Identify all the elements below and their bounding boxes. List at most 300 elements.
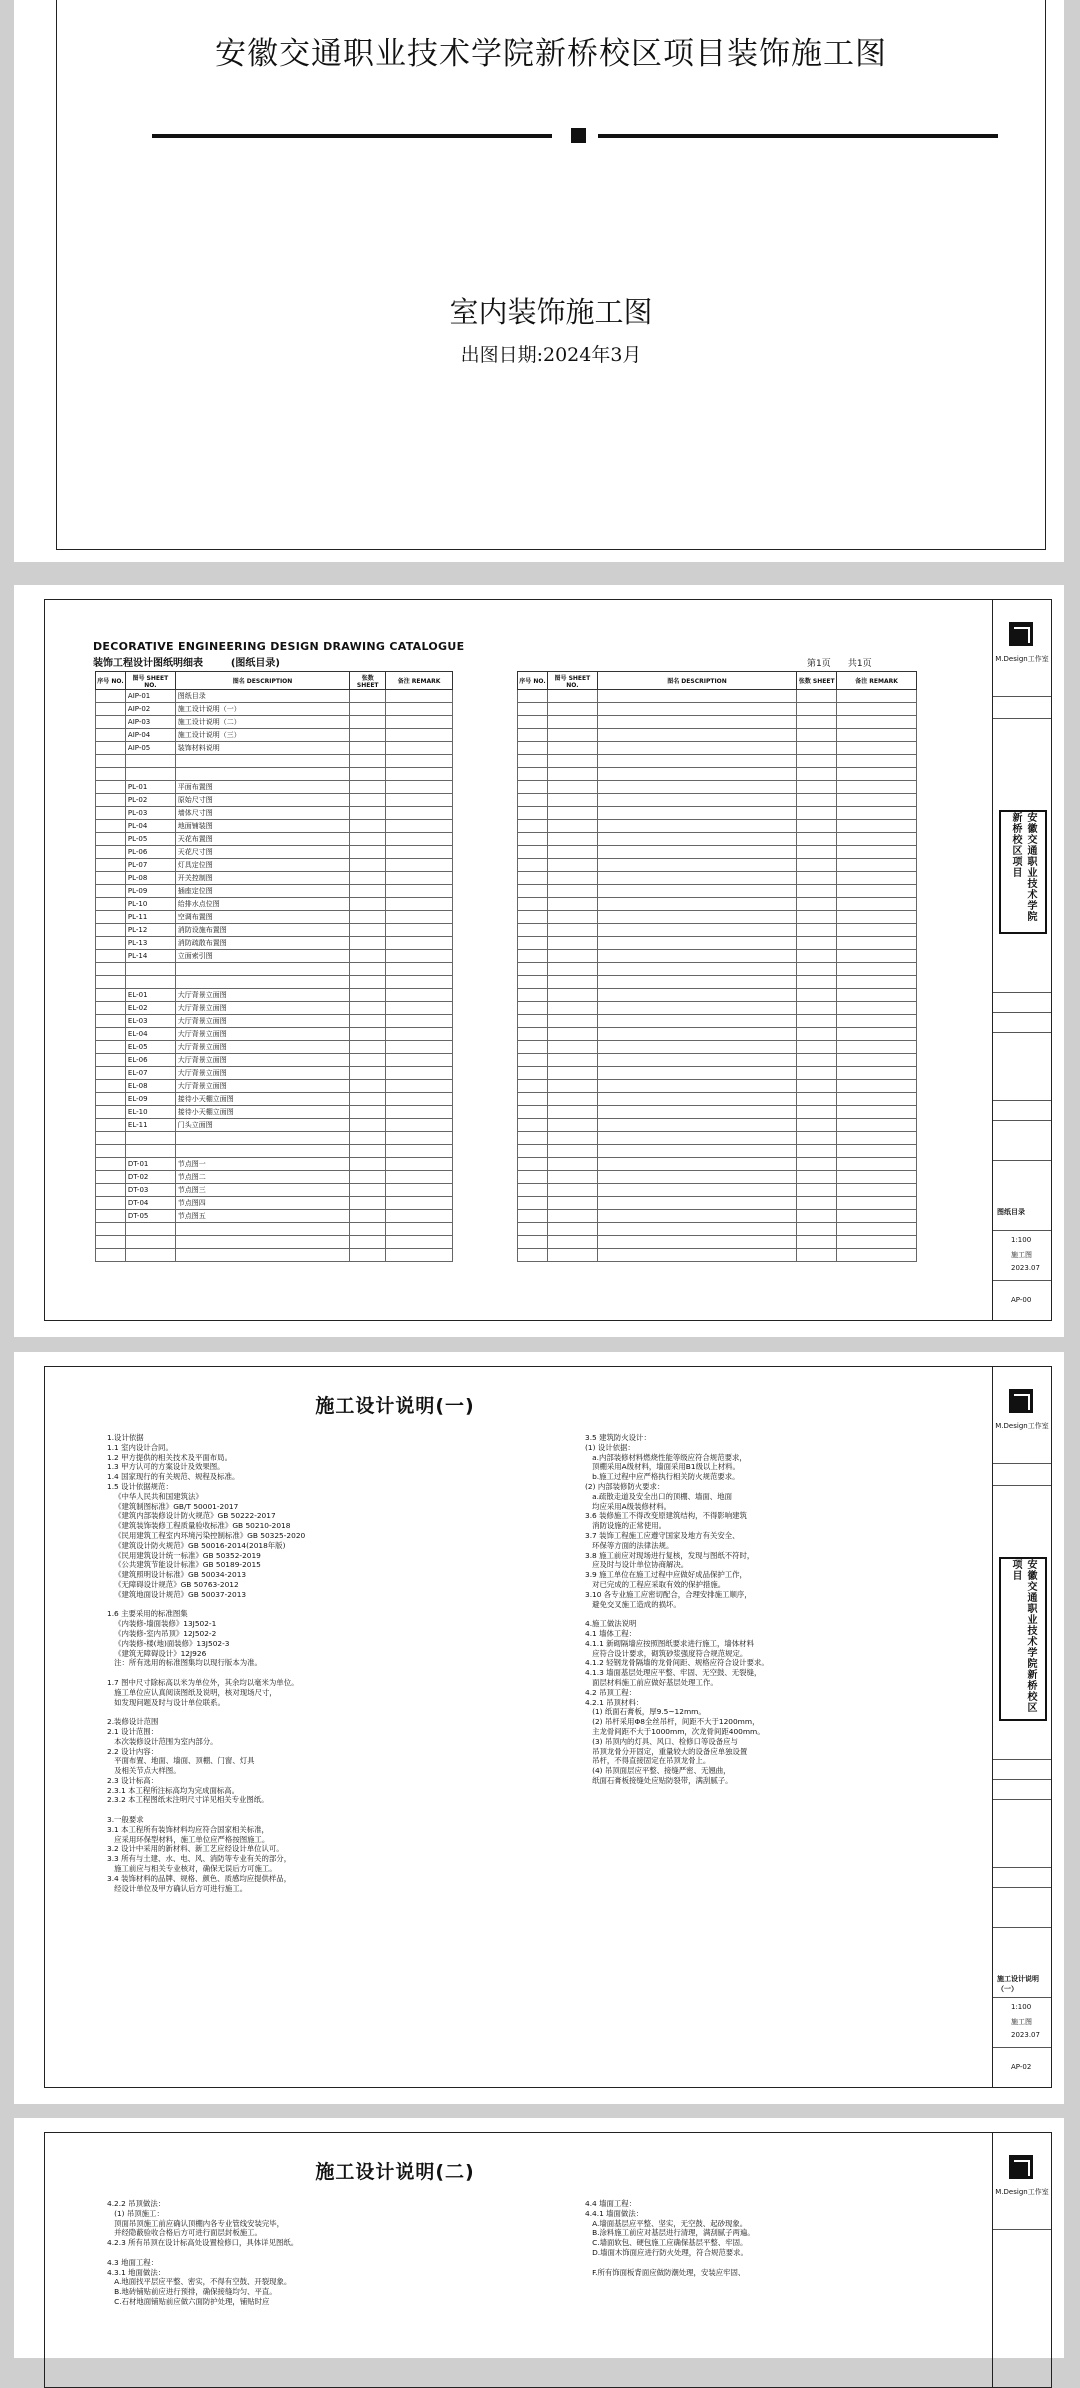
row-remark — [386, 1249, 453, 1262]
row-sheet-no — [125, 976, 175, 989]
table-row-empty — [518, 911, 917, 924]
row-sheet-count — [350, 729, 386, 742]
row-description: 立面索引图 — [175, 950, 349, 963]
sheet-code: AP-02 — [1011, 2063, 1032, 2071]
empty-cell — [547, 1236, 597, 1249]
row-sheet-no: PL-04 — [125, 820, 175, 833]
row-no — [96, 1041, 126, 1054]
row-description: 开关控制图 — [175, 872, 349, 885]
row-remark — [386, 1171, 453, 1184]
empty-cell — [837, 1223, 917, 1236]
table-row-empty — [518, 833, 917, 846]
empty-cell — [547, 885, 597, 898]
empty-cell — [547, 963, 597, 976]
table-row — [96, 716, 453, 729]
row-no — [96, 716, 126, 729]
row-sheet-no — [125, 1249, 175, 1262]
row-no — [96, 820, 126, 833]
table-row — [96, 1054, 453, 1067]
row-sheet-count — [350, 1210, 386, 1223]
table-row — [96, 846, 453, 859]
row-description: 节点图二 — [175, 1171, 349, 1184]
empty-cell — [547, 989, 597, 1002]
empty-cell — [518, 1197, 548, 1210]
empty-cell — [837, 1132, 917, 1145]
empty-cell — [797, 1223, 837, 1236]
table-row-empty — [518, 820, 917, 833]
empty-cell — [518, 872, 548, 885]
row-no — [96, 1119, 126, 1132]
empty-cell — [547, 1223, 597, 1236]
row-sheet-no: EL-11 — [125, 1119, 175, 1132]
row-sheet-no — [125, 755, 175, 768]
table-row-empty — [518, 924, 917, 937]
row-no — [96, 911, 126, 924]
row-sheet-no: AIP-04 — [125, 729, 175, 742]
row-sheet-no: PL-03 — [125, 807, 175, 820]
empty-cell — [597, 1236, 796, 1249]
row-no — [96, 963, 126, 976]
empty-cell — [837, 1171, 917, 1184]
empty-cell — [518, 859, 548, 872]
empty-cell — [518, 1119, 548, 1132]
table-row-empty — [518, 1171, 917, 1184]
row-remark — [386, 872, 453, 885]
table-row — [96, 963, 453, 976]
empty-cell — [797, 781, 837, 794]
empty-cell — [547, 976, 597, 989]
row-no — [96, 1184, 126, 1197]
empty-cell — [547, 1080, 597, 1093]
empty-cell — [518, 976, 548, 989]
empty-cell — [597, 1041, 796, 1054]
table-row-empty — [518, 807, 917, 820]
row-sheet-no: PL-02 — [125, 794, 175, 807]
row-sheet-count — [350, 1197, 386, 1210]
empty-cell — [518, 963, 548, 976]
table-row — [96, 911, 453, 924]
table-row-empty — [518, 716, 917, 729]
empty-cell — [837, 1145, 917, 1158]
empty-cell — [518, 1067, 548, 1080]
row-sheet-count — [350, 911, 386, 924]
spec1-left-column: 1.设计依据 1.1 室内设计合同。 1.2 甲方提供的相关技术及平面布局。 1.3 甲方认可的方案设计及效果图。 1.4 国家现行的有关规范、规程及标准。 1.5 设计依据规范： 《中华人民共和国建筑法》 《建筑制图标准》GB/T 50001-2017 《建筑内部装修设计防火规范》GB 50222-2017 《建筑装饰装修工程质量验收标准》GB 50210-2018 《民用建筑工程室内环境污染控制标准》GB 50325-2020 《建筑设计防火规范》GB 50016-2014(2018年版) 《民用建筑设计统一标准》GB 50352-2019 《公共建筑节能设计标准》GB 50189-2015 《建筑照明设计标准》GB 50034-2013 《无障碍设计规范》GB 50763-2012 《建筑地面设计规范》GB 50037-2013 1.6 主要采用的标准图集 《内装修-墙面装修》13J502-1 《内装修-室内吊顶》12J502-2 《内装修-楼(地)面装修》13J502-3 《建筑无障碍设计》12J926 注：所有选用的标准图集均以现行版本为准。 1.7 图中尺寸除标高以米为单位外，其余均以毫米为单位。 施工单位应认真阅读图纸及说明，核对现场尺寸， 如发现问题及时与设计单位联系。 2.装修设计范围 2.1 设计范围： 本次装修设计范围为室内部分。 2.2 设计内容： 平面布置、地面、墙面、顶棚、门窗、灯具 及相关节点大样图。 2.3 设计标高： 2.3.1 本工程所注标高均为完成面标高。 2.3.2 本工程图纸未注明尺寸详见相关专业图纸。 3.一般要求 3.1 本工程所有装饰材料均应符合国家相关标准， 应采用环保型材料，施工单位应严格按图施工。 3.2 设计中采用的新材料、新工艺应经设计单位认可。 3.3 所有与土建、水、电、风、消防等专业有关的部分， 施工前应与相关专业核对，确保无误后方可施工。 3.4 装饰材料的品牌、规格、颜色、质感均应提供样品， 经设计单位及甲方确认后方可进行施工。 — [107, 1433, 306, 1893]
row-sheet-no: PL-10 — [125, 898, 175, 911]
row-description: 天花布置图 — [175, 833, 349, 846]
row-no — [96, 1158, 126, 1171]
row-sheet-count — [350, 937, 386, 950]
row-description — [175, 1236, 349, 1249]
empty-cell — [518, 742, 548, 755]
empty-cell — [547, 1145, 597, 1158]
row-sheet-no: AIP-02 — [125, 703, 175, 716]
table-row — [96, 1223, 453, 1236]
row-sheet-count — [350, 1236, 386, 1249]
studio-name: M.Design工作室 — [995, 1422, 1049, 1430]
empty-cell — [837, 820, 917, 833]
row-description — [175, 768, 349, 781]
row-remark — [386, 703, 453, 716]
empty-cell — [597, 768, 796, 781]
date: 2023.07 — [1011, 2031, 1040, 2039]
empty-cell — [797, 950, 837, 963]
empty-cell — [837, 989, 917, 1002]
row-no — [96, 833, 126, 846]
empty-cell — [518, 1236, 548, 1249]
sheet-name: 图纸目录 — [997, 1208, 1025, 1216]
empty-cell — [547, 1158, 597, 1171]
row-description: 施工设计说明（二） — [175, 716, 349, 729]
empty-cell — [797, 1041, 837, 1054]
row-no — [96, 885, 126, 898]
row-remark — [386, 846, 453, 859]
row-description: 大厅背景立面图 — [175, 989, 349, 1002]
row-no — [96, 690, 126, 703]
empty-cell — [518, 1223, 548, 1236]
empty-cell — [518, 1028, 548, 1041]
empty-cell — [547, 1054, 597, 1067]
empty-cell — [547, 1249, 597, 1262]
empty-cell — [518, 1132, 548, 1145]
empty-cell — [837, 716, 917, 729]
empty-cell — [597, 1093, 796, 1106]
row-sheet-no: PL-11 — [125, 911, 175, 924]
catalog-page-count: 第1页 共1页 — [807, 659, 872, 669]
empty-cell — [597, 1028, 796, 1041]
row-description: 图纸目录 — [175, 690, 349, 703]
row-sheet-no: DT-03 — [125, 1184, 175, 1197]
table-row-empty — [518, 1106, 917, 1119]
row-remark — [386, 716, 453, 729]
table-row-empty — [518, 1184, 917, 1197]
table-row — [96, 690, 453, 703]
catalog-table-right — [517, 671, 917, 1262]
row-remark — [386, 976, 453, 989]
row-sheet-count — [350, 768, 386, 781]
empty-cell — [797, 755, 837, 768]
empty-cell — [597, 1249, 796, 1262]
empty-cell — [547, 937, 597, 950]
row-sheet-count — [350, 833, 386, 846]
row-sheet-count — [350, 976, 386, 989]
empty-cell — [547, 716, 597, 729]
row-remark — [386, 1106, 453, 1119]
project-name-box: 安徽交通职业技术学院新桥校区项目 — [999, 810, 1047, 934]
row-no — [96, 807, 126, 820]
table-row — [96, 989, 453, 1002]
table-row-empty — [518, 690, 917, 703]
empty-cell — [518, 1054, 548, 1067]
row-description: 天花尺寸图 — [175, 846, 349, 859]
row-description: 灯具定位图 — [175, 859, 349, 872]
row-sheet-count — [350, 716, 386, 729]
row-no — [96, 794, 126, 807]
empty-cell — [837, 911, 917, 924]
row-sheet-no: DT-02 — [125, 1171, 175, 1184]
empty-cell — [518, 1210, 548, 1223]
table-row — [96, 950, 453, 963]
row-sheet-no: PL-05 — [125, 833, 175, 846]
row-sheet-no: EL-02 — [125, 1002, 175, 1015]
table-row — [96, 1158, 453, 1171]
row-description — [175, 1132, 349, 1145]
empty-cell — [547, 1002, 597, 1015]
row-no — [96, 1015, 126, 1028]
table-row — [96, 1106, 453, 1119]
table-row-empty — [518, 898, 917, 911]
empty-cell — [547, 807, 597, 820]
empty-cell — [518, 716, 548, 729]
table-row-empty — [518, 1249, 917, 1262]
empty-cell — [547, 1015, 597, 1028]
empty-cell — [597, 950, 796, 963]
empty-cell — [837, 768, 917, 781]
table-row — [96, 924, 453, 937]
empty-cell — [518, 989, 548, 1002]
row-sheet-no: PL-09 — [125, 885, 175, 898]
table-row — [96, 859, 453, 872]
row-sheet-no: AIP-05 — [125, 742, 175, 755]
row-remark — [386, 690, 453, 703]
row-remark — [386, 859, 453, 872]
table-row — [96, 1236, 453, 1249]
row-sheet-no: DT-05 — [125, 1210, 175, 1223]
empty-cell — [837, 807, 917, 820]
empty-cell — [597, 833, 796, 846]
date: 2023.07 — [1011, 1264, 1040, 1272]
table-row — [96, 1145, 453, 1158]
row-sheet-count — [350, 1028, 386, 1041]
table-row-empty — [518, 1145, 917, 1158]
row-sheet-count — [350, 1249, 386, 1262]
table-row — [96, 898, 453, 911]
row-remark — [386, 1041, 453, 1054]
row-description — [175, 976, 349, 989]
row-sheet-count — [350, 1067, 386, 1080]
row-sheet-no: EL-09 — [125, 1093, 175, 1106]
empty-cell — [797, 729, 837, 742]
row-remark — [386, 1184, 453, 1197]
empty-cell — [797, 1145, 837, 1158]
row-remark — [386, 768, 453, 781]
empty-cell — [597, 1210, 796, 1223]
table-row — [96, 781, 453, 794]
table-row-empty — [518, 729, 917, 742]
empty-cell — [797, 833, 837, 846]
row-sheet-count — [350, 1119, 386, 1132]
empty-cell — [837, 1080, 917, 1093]
row-no — [96, 937, 126, 950]
empty-cell — [837, 963, 917, 976]
empty-cell — [837, 794, 917, 807]
table-row-empty — [518, 1093, 917, 1106]
empty-cell — [797, 1249, 837, 1262]
empty-cell — [797, 898, 837, 911]
empty-cell — [797, 872, 837, 885]
empty-cell — [597, 690, 796, 703]
row-sheet-count — [350, 989, 386, 1002]
row-remark — [386, 1119, 453, 1132]
spec1-frame — [44, 1366, 1052, 2088]
row-remark — [386, 807, 453, 820]
row-sheet-count — [350, 1106, 386, 1119]
row-description: 节点图五 — [175, 1210, 349, 1223]
project-name-box: 安徽交通职业技术学院新桥校区项目 — [999, 1557, 1047, 1721]
row-description: 空调布置图 — [175, 911, 349, 924]
col-description: 图名 DESCRIPTION — [175, 672, 349, 690]
col-description-right: 图名 DESCRIPTION — [597, 672, 796, 690]
empty-cell — [837, 1158, 917, 1171]
row-no — [96, 1093, 126, 1106]
title-rule-dot — [571, 128, 586, 143]
empty-cell — [547, 872, 597, 885]
row-no — [96, 989, 126, 1002]
row-no — [96, 1210, 126, 1223]
empty-cell — [797, 742, 837, 755]
table-row-empty — [518, 976, 917, 989]
empty-cell — [547, 690, 597, 703]
row-no — [96, 1249, 126, 1262]
empty-cell — [547, 1132, 597, 1145]
row-no — [96, 1054, 126, 1067]
empty-cell — [797, 1119, 837, 1132]
row-sheet-count — [350, 1171, 386, 1184]
row-no — [96, 924, 126, 937]
row-description — [175, 1249, 349, 1262]
row-remark — [386, 1015, 453, 1028]
row-no — [96, 1106, 126, 1119]
row-sheet-count — [350, 1054, 386, 1067]
empty-cell — [518, 1171, 548, 1184]
empty-cell — [547, 755, 597, 768]
row-sheet-no: PL-01 — [125, 781, 175, 794]
empty-cell — [797, 1158, 837, 1171]
col-sheet-no-right: 图号 SHEET NO. — [547, 672, 597, 690]
empty-cell — [518, 807, 548, 820]
empty-cell — [837, 1119, 917, 1132]
row-sheet-count — [350, 1093, 386, 1106]
empty-cell — [518, 703, 548, 716]
studio-logo-icon — [1009, 2155, 1033, 2179]
row-description: 地面铺装图 — [175, 820, 349, 833]
catalog-page — [14, 585, 1064, 1337]
row-sheet-count — [350, 846, 386, 859]
row-description: 大厅背景立面图 — [175, 1002, 349, 1015]
cover-page — [14, 0, 1064, 562]
empty-cell — [597, 755, 796, 768]
empty-cell — [797, 1015, 837, 1028]
row-description — [175, 755, 349, 768]
row-description: 装饰材料说明 — [175, 742, 349, 755]
row-sheet-no: EL-06 — [125, 1054, 175, 1067]
title-block-spec1 — [992, 1367, 1051, 2087]
empty-cell — [797, 1132, 837, 1145]
row-sheet-count — [350, 885, 386, 898]
table-row — [96, 1171, 453, 1184]
cover-date: 出图日期:2024年3月 — [460, 344, 642, 366]
empty-cell — [597, 1223, 796, 1236]
table-row — [96, 729, 453, 742]
empty-cell — [837, 1184, 917, 1197]
empty-cell — [797, 1210, 837, 1223]
row-sheet-no: PL-13 — [125, 937, 175, 950]
empty-cell — [518, 820, 548, 833]
empty-cell — [597, 742, 796, 755]
row-sheet-count — [350, 859, 386, 872]
row-description: 施工设计说明（三） — [175, 729, 349, 742]
row-remark — [386, 937, 453, 950]
row-description: 大厅背景立面图 — [175, 1080, 349, 1093]
empty-cell — [797, 846, 837, 859]
table-row-empty — [518, 1041, 917, 1054]
table-row — [96, 755, 453, 768]
table-row — [96, 1249, 453, 1262]
row-sheet-no: EL-01 — [125, 989, 175, 1002]
empty-cell — [547, 742, 597, 755]
title-rule-left — [152, 134, 552, 138]
empty-cell — [597, 872, 796, 885]
empty-cell — [547, 833, 597, 846]
row-no — [96, 846, 126, 859]
row-sheet-count — [350, 690, 386, 703]
table-row-empty — [518, 1223, 917, 1236]
empty-cell — [797, 820, 837, 833]
spec-page-1 — [14, 1352, 1064, 2104]
empty-cell — [597, 989, 796, 1002]
row-no — [96, 1236, 126, 1249]
empty-cell — [547, 781, 597, 794]
table-row-empty — [518, 963, 917, 976]
row-remark — [386, 898, 453, 911]
row-sheet-no: PL-06 — [125, 846, 175, 859]
row-remark — [386, 794, 453, 807]
row-description: 节点图三 — [175, 1184, 349, 1197]
table-row-empty — [518, 989, 917, 1002]
empty-cell — [518, 1093, 548, 1106]
row-sheet-no: PL-07 — [125, 859, 175, 872]
row-sheet-count — [350, 703, 386, 716]
table-row — [96, 807, 453, 820]
row-description: 大厅背景立面图 — [175, 1067, 349, 1080]
stage: 施工图 — [1011, 2018, 1032, 2026]
empty-cell — [797, 1067, 837, 1080]
empty-cell — [597, 963, 796, 976]
spec1-title: 施工设计说明(一) — [315, 1395, 475, 1417]
table-row — [96, 1197, 453, 1210]
empty-cell — [797, 976, 837, 989]
row-sheet-count — [350, 807, 386, 820]
empty-cell — [837, 1015, 917, 1028]
table-row-empty — [518, 742, 917, 755]
row-sheet-count — [350, 1158, 386, 1171]
row-sheet-no — [125, 768, 175, 781]
empty-cell — [797, 1080, 837, 1093]
row-sheet-no — [125, 1145, 175, 1158]
row-description: 节点图四 — [175, 1197, 349, 1210]
catalog-heading-cn: 装饰工程设计图纸明细表 (图纸目录) — [93, 658, 280, 669]
table-row — [96, 1119, 453, 1132]
row-no — [96, 1002, 126, 1015]
row-sheet-no — [125, 1223, 175, 1236]
row-no — [96, 1132, 126, 1145]
empty-cell — [837, 729, 917, 742]
empty-cell — [837, 690, 917, 703]
row-remark — [386, 1223, 453, 1236]
spec2-frame — [44, 2132, 1052, 2388]
row-remark — [386, 820, 453, 833]
row-remark — [386, 1002, 453, 1015]
col-sheet-no: 图号 SHEET NO. — [125, 672, 175, 690]
